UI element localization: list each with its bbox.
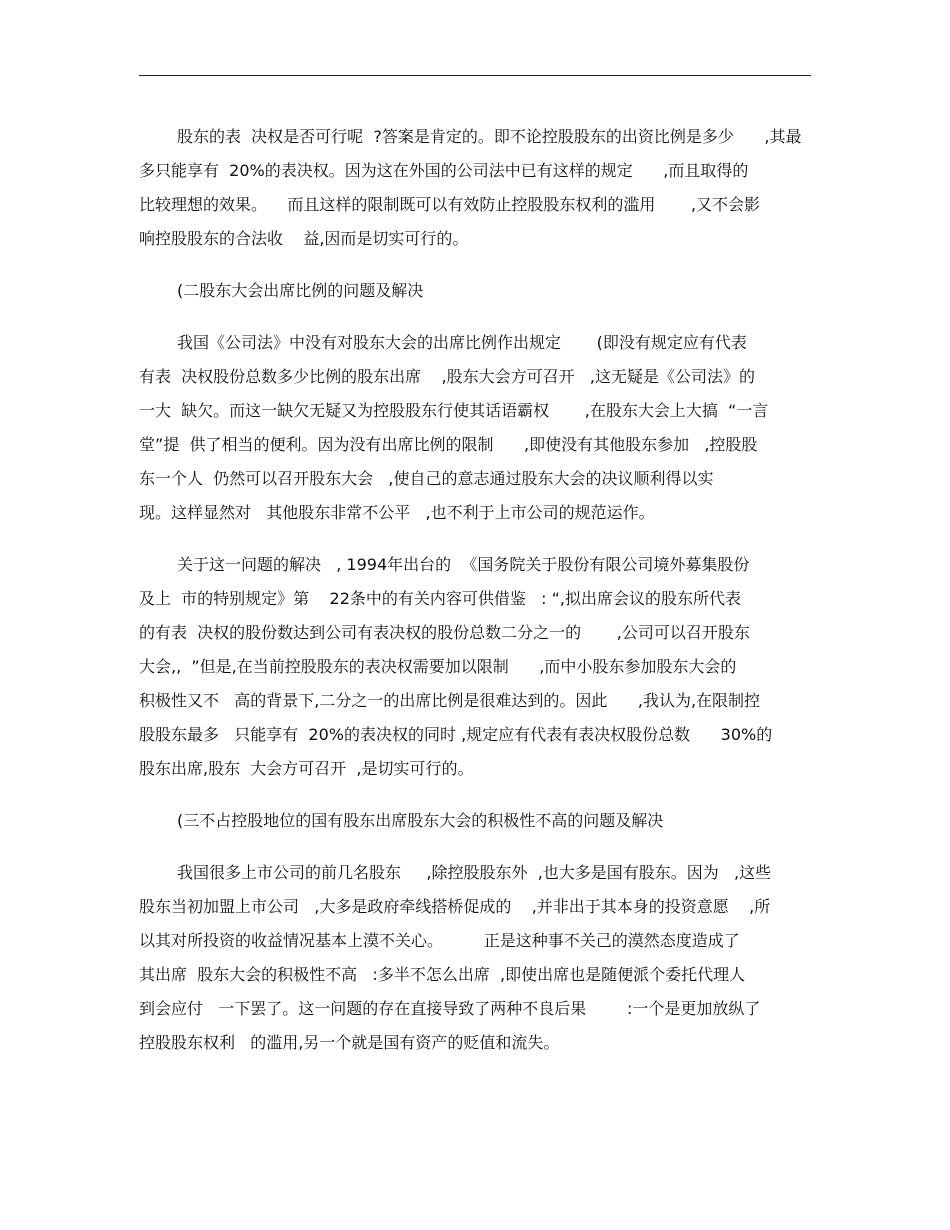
text-line: 积极性又不 高的背景下,二分之一的出席比例是很难达到的。因此 ,我认为,在限制控 bbox=[139, 691, 761, 710]
text-line: 到会应付 一下罢了。这一问题的存在直接导致了两种不良后果 :一个是更加放纵了 bbox=[139, 999, 761, 1018]
paragraph bbox=[139, 326, 811, 530]
text-line: 以其对所投资的收益情况基本上漠不关心。 正是这种事不关己的漠然态度造成了 bbox=[139, 931, 740, 950]
text-line: 多只能享有 20%的表决权。因为这在外国的公司法中已有这样的规定 ,而且取得的 bbox=[139, 161, 749, 180]
text-line: 股东出席,股东 大会方可召开 ,是切实可行的。 bbox=[139, 759, 474, 778]
text-line: 我国很多上市公司的前几名股东 ,除控股股东外 ,也大多是国有股东。因为 ,这些 bbox=[177, 863, 772, 882]
paragraph bbox=[139, 856, 811, 1060]
paragraph bbox=[139, 120, 811, 256]
text-line: 一大 缺欠。而这一缺欠无疑又为控股股东行使其话语霸权 ,在股东大会上大搞 “一言 bbox=[139, 401, 769, 420]
text-line: 股股东最多 只能享有 20%的表决权的同时 ,规定应有代表有表决权股份总数 30%的 bbox=[139, 725, 773, 744]
text-line: 有表 决权股份总数多少比例的股东出席 ,股东大会方可召开 ,这无疑是《公司法》的 bbox=[139, 367, 755, 386]
text-line: 现。这样显然对 其他股东非常不公平 ,也不利于上市公司的规范运作。 bbox=[139, 503, 655, 522]
heading-text: (三不占控股地位的国有股东出席股东大会的积极性不高的问题及解决 bbox=[177, 811, 664, 830]
heading-text: (二股东大会出席比例的问题及解决 bbox=[177, 281, 424, 300]
text-line: 响控股股东的合法收 益,因而是切实可行的。 bbox=[139, 229, 469, 248]
text-line: 股东当初加盟上市公司 ,大多是政府牵线搭桥促成的 ,并非出于其本身的投资意愿 ,所 bbox=[139, 897, 771, 916]
text-line: 股东的表 决权是否可行呢 ?答案是肯定的。即不论控股股东的出资比例是多少 ,其最 bbox=[177, 127, 802, 146]
text-line: 关于这一问题的解决 , 1994年出台的 《国务院关于股份有限公司境外募集股份 bbox=[177, 555, 750, 574]
text-line: 大会,, ”但是,在当前控股股东的表决权需要加以限制 ,而中小股东参加股东大会的 bbox=[139, 657, 737, 676]
text-line: 其出席 股东大会的积极性不高 :多半不怎么出席 ,即使出席也是随便派个委托代理人 bbox=[139, 965, 746, 984]
text-line: 及上 市的特别规定》第 22条中的有关内容可供借鉴 : “,拟出席会议的股东所代表 bbox=[139, 589, 741, 608]
document-body bbox=[139, 120, 811, 1078]
section-heading bbox=[139, 274, 811, 308]
paragraph bbox=[139, 548, 811, 786]
header-rule bbox=[139, 75, 811, 76]
text-line: 控股股东权利 的滥用,另一个就是国有资产的贬值和流失。 bbox=[139, 1033, 560, 1052]
text-line: 东一个人 仍然可以召开股东大会 ,使自己的意志通过股东大会的决议顺利得以实 bbox=[139, 469, 714, 488]
text-line: 比较理想的效果。 而且这样的限制既可以有效防止控股股东权利的滥用 ,又不会影 bbox=[139, 195, 761, 214]
section-heading bbox=[139, 804, 811, 838]
text-line: 我国《公司法》中没有对股东大会的出席比例作出规定 (即没有规定应有代表 bbox=[177, 333, 747, 352]
text-line: 的有表 决权的股份数达到公司有表决权的股份总数二分之一的 ,公司可以召开股东 bbox=[139, 623, 750, 642]
text-line: 堂”提 供了相当的便利。因为没有出席比例的限制 ,即使没有其他股东参加 ,控股股 bbox=[139, 435, 758, 454]
